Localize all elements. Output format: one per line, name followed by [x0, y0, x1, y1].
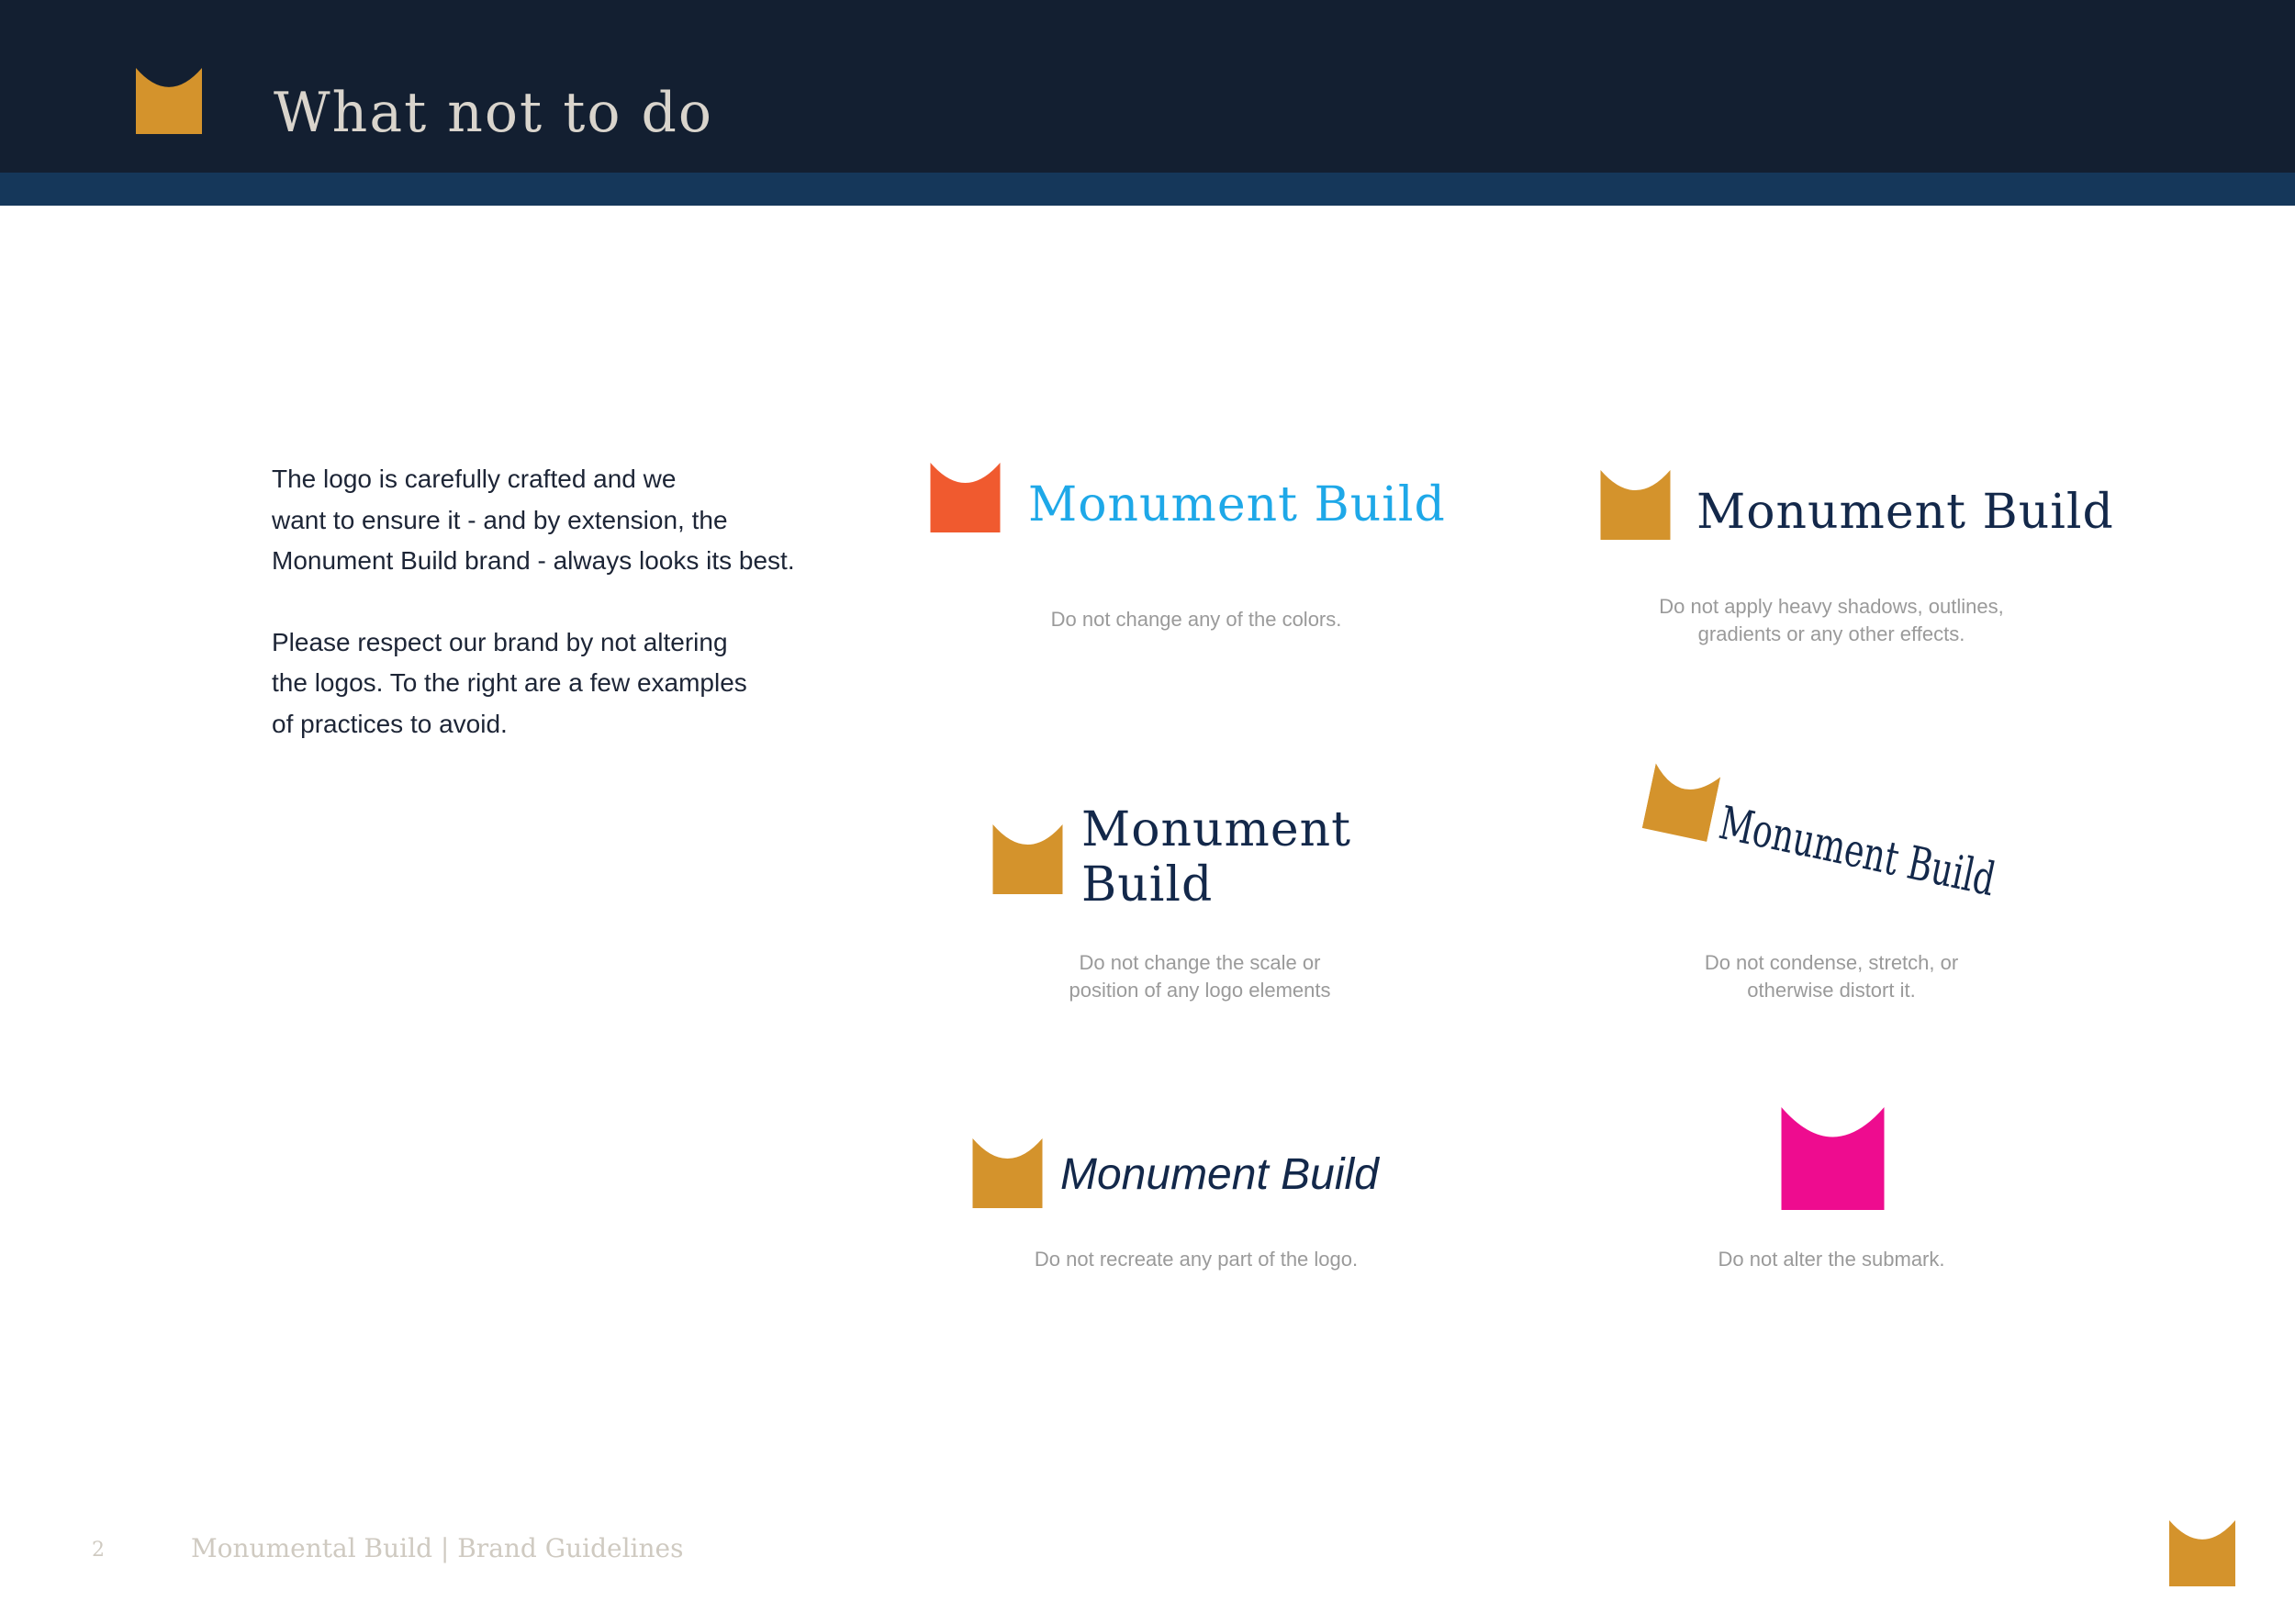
caption-distort: Do not condense, stretch, or otherwise distort it.	[1704, 951, 1959, 1002]
submark-altered-icon	[1777, 1107, 1888, 1210]
page-title: What not to do	[274, 81, 714, 145]
intro-paragraph: Please respect our brand by not altering the logos. To the right are a few examples of practices to avoid.	[272, 627, 747, 738]
intro-paragraph: The logo is carefully crafted and we want to ensure it - and by extension, the Monument Build brand - always looks its best.	[272, 465, 795, 575]
caption-submark: Do not alter the submark.	[1718, 1248, 1945, 1271]
wordmark-recreated: Monument Build	[1060, 1150, 1379, 1199]
footer-submark-icon	[2166, 1520, 2238, 1586]
caption-effects: Do not apply heavy shadows, outlines, gradients or any other effects.	[1659, 595, 2004, 645]
submark-logo-icon	[990, 824, 1066, 894]
caption-scale: Do not change the scale or position of any logo elements	[1069, 951, 1331, 1002]
intro-text	[272, 459, 841, 785]
page-number: 2	[92, 1539, 105, 1562]
wordmark-line: Monument	[1081, 802, 1351, 857]
wordmark-distorted: Monument Build	[1714, 796, 2000, 907]
submark-logo-icon	[969, 1138, 1046, 1208]
wordmark-effects: Monument Build	[1696, 485, 2114, 540]
header-stripe	[0, 173, 2295, 206]
caption-colors: Do not change any of the colors.	[1050, 608, 1342, 631]
footer-text: Monumental Build | Brand Guidelines	[191, 1533, 684, 1563]
wordmark-recolored: Monument Build	[1028, 477, 1446, 532]
wordmark-line: Build	[1081, 857, 1214, 913]
submark-logo-icon	[133, 68, 205, 134]
submark-logo-icon	[1597, 470, 1674, 540]
caption-recreate: Do not recreate any part of the logo.	[1034, 1248, 1359, 1271]
submark-recolored-icon	[927, 463, 1003, 532]
submark-logo-icon	[1641, 759, 1721, 846]
